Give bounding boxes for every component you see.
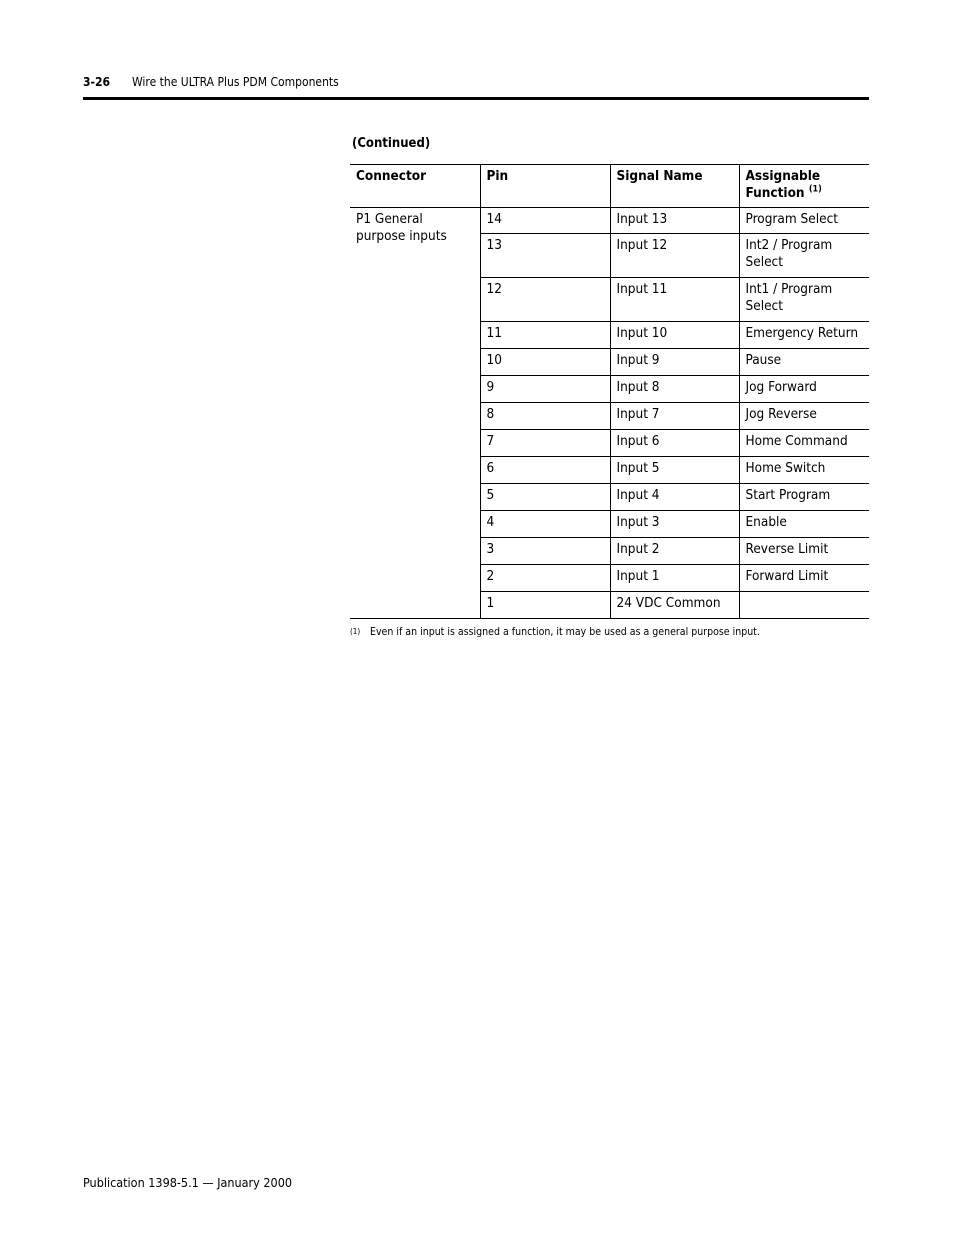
signal-name-cell: Input 12 [610, 234, 739, 278]
pin-cell: 1 [480, 592, 610, 619]
pin-cell: 4 [480, 511, 610, 538]
pin-cell: 11 [480, 322, 610, 349]
signal-name-cell: Input 5 [610, 457, 739, 484]
column-header-assignable-function [739, 165, 869, 208]
column-header-pin: Pin [480, 165, 610, 208]
assignable-function-cell: Int2 / Program Select [739, 234, 869, 278]
assignable-function-cell: Jog Reverse [739, 403, 869, 430]
pin-cell: 9 [480, 376, 610, 403]
signal-name-cell: Input 10 [610, 322, 739, 349]
signal-name-cell: Input 3 [610, 511, 739, 538]
assignable-function-cell: Home Switch [739, 457, 869, 484]
pin-assignment-table [350, 164, 869, 619]
header-rule [83, 97, 869, 100]
assignable-function-cell: Reverse Limit [739, 538, 869, 565]
footnote-text: Even if an input is assigned a function, it may be used as a general purpose input. [370, 626, 760, 638]
pin-cell: 12 [480, 278, 610, 322]
pin-cell: 13 [480, 234, 610, 278]
signal-name-cell: 24 VDC Common [610, 592, 739, 619]
signal-name-cell: Input 2 [610, 538, 739, 565]
assignable-function-cell: Emergency Return [739, 322, 869, 349]
column-header-connector: Connector [350, 165, 480, 208]
signal-name-cell: Input 11 [610, 278, 739, 322]
signal-name-cell: Input 1 [610, 565, 739, 592]
connector-cell: P1 General purpose inputs [350, 208, 480, 619]
assignable-function-cell: Enable [739, 511, 869, 538]
signal-name-cell: Input 13 [610, 208, 739, 234]
pin-cell: 10 [480, 349, 610, 376]
footnote-mark: (1) [350, 627, 361, 636]
signal-name-cell: Input 6 [610, 430, 739, 457]
assignable-function-cell: Int1 / Program Select [739, 278, 869, 322]
signal-name-cell: Input 4 [610, 484, 739, 511]
table-footnote [350, 625, 870, 639]
assignable-function-cell: Program Select [739, 208, 869, 234]
pin-cell: 8 [480, 403, 610, 430]
assignable-function-cell: Pause [739, 349, 869, 376]
pin-cell: 6 [480, 457, 610, 484]
footnote-ref: (1) [808, 184, 822, 195]
signal-name-cell: Input 9 [610, 349, 739, 376]
running-header [83, 74, 869, 90]
pin-cell: 14 [480, 208, 610, 234]
column-header-signal-name: Signal Name [610, 165, 739, 208]
table-header-row [350, 165, 869, 208]
assignable-function-cell: Start Program [739, 484, 869, 511]
assignable-function-cell [739, 592, 869, 619]
table-row [350, 208, 869, 234]
pin-cell: 7 [480, 430, 610, 457]
table-caption: (Continued) [352, 136, 431, 151]
section-title: Wire the ULTRA Plus PDM Components [132, 75, 339, 89]
signal-name-cell: Input 7 [610, 403, 739, 430]
page-number: 3-26 [83, 75, 111, 89]
signal-name-cell: Input 8 [610, 376, 739, 403]
pin-cell: 5 [480, 484, 610, 511]
publication-footer: Publication 1398-5.1 — January 2000 [83, 1175, 293, 1190]
pin-cell: 2 [480, 565, 610, 592]
pin-cell: 3 [480, 538, 610, 565]
assignable-function-cell: Forward Limit [739, 565, 869, 592]
assignable-function-cell: Home Command [739, 430, 869, 457]
column-header-label: Assignable Function [745, 168, 821, 201]
assignable-function-cell: Jog Forward [739, 376, 869, 403]
